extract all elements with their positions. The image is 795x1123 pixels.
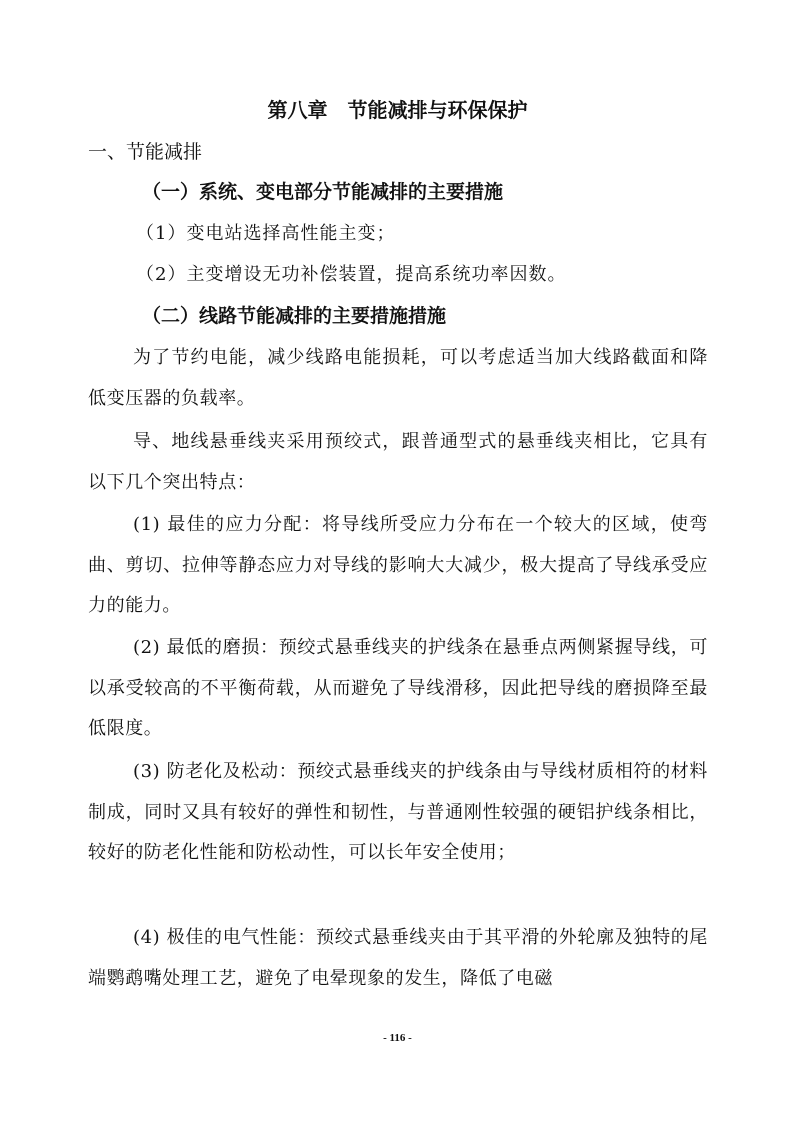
paragraph: 导、地线悬垂线夹采用预绞式，跟普通型式的悬垂线夹相比，它具有以下几个突出特点： (88, 431, 708, 493)
chapter-title: 第八章 节能减排与环保保护 (267, 98, 528, 122)
subsection-heading-2: （二）线路节能减排的主要措施措施 (142, 305, 447, 327)
subsection-heading-1: （一）系统、变电部分节能减排的主要措施 (142, 181, 504, 203)
list-item: （1）变电站选择高性能主变； (136, 223, 396, 244)
paragraph: (2) 最低的磨损：预绞式悬垂线夹的护线条在悬垂点两侧紧握导线，可以承受较高的不平衡荷载，从而避免了导线滑移，因此把导线的磨损降至最低限度。 (88, 637, 708, 740)
list-item: （2）主变增设无功补偿装置，提高系统功率因数。 (136, 264, 567, 285)
paragraph: (1) 最佳的应力分配：将导线所受应力分布在一个较大的区域，使弯曲、剪切、拉伸等静态应力对导线的影响大大减少，极大提高了导线承受应力的能力。 (88, 514, 708, 617)
page-number: - 116 - (383, 1032, 412, 1044)
paragraph: (4) 极佳的电气性能：预绞式悬垂线夹由于其平滑的外轮廓及独特的尾端鹦鹉嘴处理工艺，避免了电晕现象的发生，降低了电磁 (88, 927, 708, 989)
paragraph: (3) 防老化及松动：预绞式悬垂线夹的护线条由与导线材质相符的材料制成，同时又具有较好的弹性和韧性，与普通刚性较强的硬铝护线条相比，较好的防老化性能和防松动性，可以长年安全使用； (88, 761, 708, 864)
paragraph: 为了节约电能，减少线路电能损耗，可以考虑适当加大线路截面和降低变压器的负载率。 (88, 347, 708, 409)
section-heading: 一、节能减排 (88, 141, 203, 163)
